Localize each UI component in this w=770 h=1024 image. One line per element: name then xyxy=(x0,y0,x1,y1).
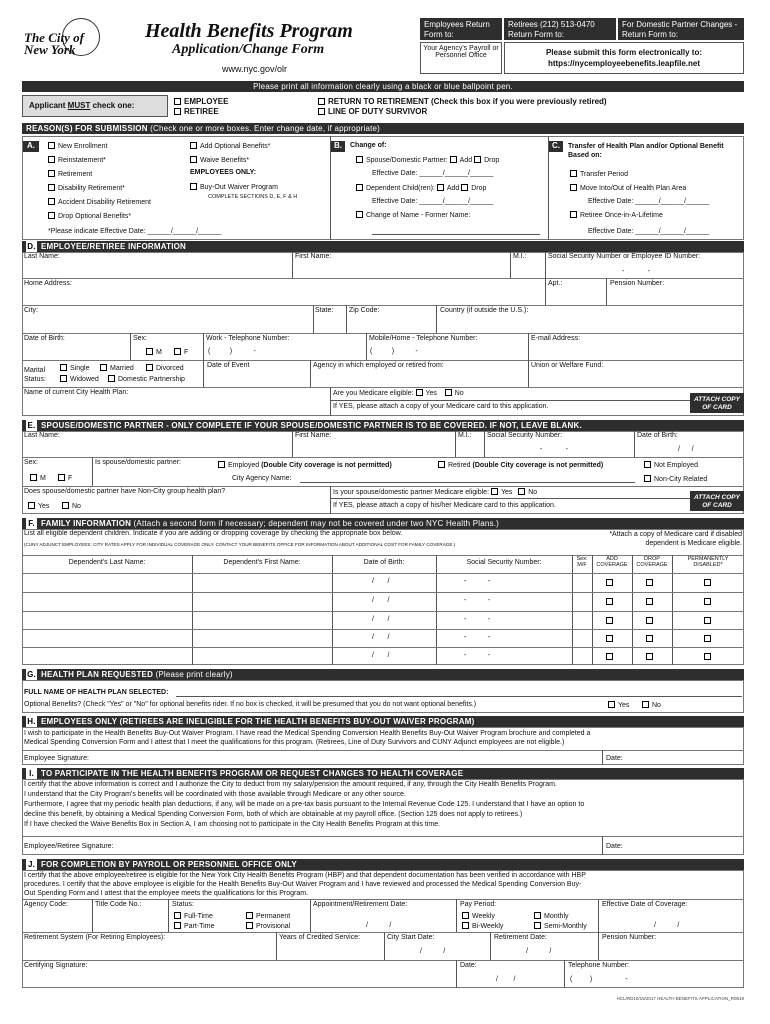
section-j-bar: J. FOR COMPLETION BY PAYROLL OR PERSONNEL OFFICE ONLY xyxy=(22,859,744,870)
partnership-checkbox[interactable] xyxy=(108,375,115,382)
agency-payroll-box: Your Agency's Payroll or Personnel Office xyxy=(420,42,502,74)
d-medicare-yes-checkbox[interactable] xyxy=(416,389,423,396)
j-ret-date[interactable]: Retirement Date: xyxy=(494,934,547,941)
e-dob[interactable]: Date of Birth: xyxy=(637,432,678,439)
j-pay-period: Pay Period: xyxy=(460,901,497,908)
reason-c-title: Transfer of Health Plan and/or Optional Benefit Based on: xyxy=(568,143,724,159)
j-cert-sig[interactable]: Certifying Signature: xyxy=(24,962,88,969)
i-signature[interactable]: Employee/Retiree Signature: xyxy=(24,843,114,850)
section-e-bar: E. SPOUSE/DOMESTIC PARTNER - ONLY COMPLETE IF YOUR SPOUSE/DOMESTIC PARTNER IS TO BE COVERED. IF NOT, LEAVE BLANK. xyxy=(22,420,744,431)
e-employed-checkbox[interactable] xyxy=(218,461,225,468)
d-partnership[interactable]: Domestic Partnership xyxy=(108,375,185,383)
once-checkbox[interactable] xyxy=(570,211,577,218)
move-checkbox[interactable] xyxy=(570,184,577,191)
j-title-code[interactable]: Title Code No.: xyxy=(95,901,142,908)
drop-coverage-checkbox[interactable] xyxy=(646,653,653,660)
reason-a-checkbox[interactable] xyxy=(48,184,55,191)
j-date[interactable]: Date: xyxy=(460,962,477,969)
i-text-line: If I have checked the Waive Benefits Box in Section A, I am choosing not to participate in the City Health Benefits Program at this time. xyxy=(24,821,441,828)
reason-a-checkbox[interactable] xyxy=(48,198,55,205)
dependent-ssn-field[interactable]: - - xyxy=(464,616,491,623)
j-weekly[interactable]: Weekly xyxy=(462,912,495,920)
widowed-checkbox[interactable] xyxy=(60,375,67,382)
disabled-checkbox[interactable] xyxy=(704,598,711,605)
h-text-1: I wish to participate in the Health Benefits Buy-Out Waiver Program. I have read the Medical Spending Conversion Health Benefits Buy-Out Waiver Program brochure and completed a xyxy=(24,730,591,737)
j-monthly[interactable]: Monthly xyxy=(534,912,569,920)
j-text-2: procedures. I certify that the above employee is eligible for the Health Benefits Buy-Out Waiver Program and I have reviewed and processed the Medical Spending Conversion Buy- xyxy=(24,881,582,888)
family-column-header: Dependent's Last Name: xyxy=(68,559,146,566)
return-retirement-checkbox[interactable] xyxy=(318,98,325,105)
d-mobile-phone[interactable]: Mobile/Home - Telephone Number: xyxy=(369,335,478,342)
e-sex-m-checkbox[interactable] xyxy=(30,474,37,481)
section-g-bar: G. HEALTH PLAN REQUESTED (Please print clearly) xyxy=(22,669,744,680)
d-medicare-note: If YES, please attach a copy of your Medicare card to this application. xyxy=(333,403,549,410)
e-last-name[interactable]: Last Name: xyxy=(24,432,60,439)
g-optional-no[interactable]: No xyxy=(642,701,661,709)
family-column-header: Social Security Number: xyxy=(466,559,542,566)
d-first-name[interactable]: First Name: xyxy=(295,253,332,260)
e-medicare: Is your spouse/domestic partner Medicare eligible: Yes No xyxy=(333,489,538,496)
sex-f-checkbox[interactable] xyxy=(174,348,181,355)
line-of-duty-checkbox[interactable] xyxy=(318,108,325,115)
d-apt[interactable]: Apt.: xyxy=(548,280,563,287)
dependent-change-checkbox[interactable] xyxy=(356,184,363,191)
dependent-ssn-field[interactable]: - - xyxy=(464,652,491,659)
d-ssn[interactable]: Social Security Number or Employee ID Number: xyxy=(548,253,701,260)
d-event-date[interactable]: Date of Event xyxy=(207,362,250,369)
add-coverage-checkbox[interactable] xyxy=(606,653,613,660)
d-single[interactable]: Single xyxy=(60,364,89,372)
d-widowed[interactable]: Widowed xyxy=(60,375,99,383)
dependent-ssn-field[interactable]: - - xyxy=(464,578,491,585)
reason-c-transfer[interactable]: Transfer Period xyxy=(570,170,628,178)
e-first-name[interactable]: First Name: xyxy=(295,432,332,439)
j-part-time-checkbox[interactable] xyxy=(174,922,181,929)
e-sex-m[interactable]: M xyxy=(30,474,46,482)
disabled-checkbox[interactable] xyxy=(704,635,711,642)
e-medicare-note: If YES, please attach a copy of his/her Medicare card to this application. xyxy=(333,502,556,509)
f-intro-1: List all eligible dependent children. Indicate if you are adding or dropping coverage by checking the appropriate box below. xyxy=(24,530,403,537)
j-full-time-checkbox[interactable] xyxy=(174,912,181,919)
d-divorced[interactable]: Divorced xyxy=(146,364,184,372)
j-provisional[interactable]: Provisional xyxy=(246,922,290,930)
j-part-time[interactable]: Part-Time xyxy=(174,922,214,930)
dependent-drop-checkbox[interactable] xyxy=(461,184,468,191)
dependent-dob-field[interactable]: / / xyxy=(372,652,390,659)
e-sex-f[interactable]: F xyxy=(58,474,72,482)
reason-c-letter: C. xyxy=(549,141,563,152)
disabled-checkbox[interactable] xyxy=(704,653,711,660)
submit-box xyxy=(504,42,744,74)
return-header-partner: For Domestic Partner Changes - Return Form to: xyxy=(618,18,744,40)
e-ssn-dashes: - - xyxy=(540,446,568,453)
h-text-2: Medical Spending Conversion Form and I attest that I meet the qualifications for this program. (Retirees, Line of Duty Survivors and CUNY Adjunct employees are not eligible.) xyxy=(24,739,565,746)
e-noncity-yes-checkbox[interactable] xyxy=(28,502,35,509)
family-column-header: ADD COVERAGE xyxy=(596,556,628,568)
applicant-label: Applicant MUST check one: xyxy=(22,95,168,117)
j-years-service[interactable]: Years of Credited Service: xyxy=(279,934,361,941)
j-appt-date[interactable]: Appointment/Retirement Date: xyxy=(313,901,408,908)
reason-b-title: Change of: xyxy=(350,142,387,149)
j-appt-slashes: / / xyxy=(366,922,392,929)
waive-checkbox[interactable] xyxy=(190,156,197,163)
page-subtitle: Application/Change Form xyxy=(172,42,325,57)
e-sex: Sex: xyxy=(24,459,39,466)
single-checkbox[interactable] xyxy=(60,364,67,371)
drop-coverage-checkbox[interactable] xyxy=(646,617,653,624)
complete-sections-note: COMPLETE SECTIONS D, E, F & H xyxy=(208,194,298,200)
e-noncity-plan: Does spouse/domestic partner have Non-City group health plan? xyxy=(24,488,226,495)
reason-c-move[interactable]: Move Into/Out of Health Plan Area xyxy=(570,184,686,192)
e-ssn[interactable]: Social Security Number: xyxy=(487,432,563,439)
reason-a-letter: A. xyxy=(23,141,39,152)
j-tel-mask: ( ) - xyxy=(570,976,628,983)
reasons-bar: REASON(S) FOR SUBMISSION (Check one or more boxes. Enter change date, if appropriate) xyxy=(22,123,744,134)
d-last-name[interactable]: Last Name: xyxy=(24,253,60,260)
reason-b-effective-1[interactable]: Effective Date: ______/______/______ xyxy=(372,170,494,177)
e-medicare-yes-checkbox[interactable] xyxy=(491,488,498,495)
j-status: Status: xyxy=(172,901,194,908)
i-text-line: I understand that the City Program's benefits will be coordinated with those available through Medicare or any other source. xyxy=(24,791,406,798)
family-column-header: Date of Birth: xyxy=(363,559,405,566)
drop-coverage-checkbox[interactable] xyxy=(646,579,653,586)
j-telephone[interactable]: Telephone Number: xyxy=(568,962,630,969)
dependent-dob-field[interactable]: / / xyxy=(372,616,390,623)
d-work-phone[interactable]: Work - Telephone Number: xyxy=(206,335,290,342)
j-biweekly[interactable]: Bi-Weekly xyxy=(462,922,503,930)
section-f-bar: F. FAMILY INFORMATION (Attach a second form if necessary; dependent may not be covered under two NYC Health Plans.) xyxy=(22,518,744,529)
d-married[interactable]: Married xyxy=(100,364,134,372)
family-column-header: DROP COVERAGE xyxy=(636,556,668,568)
e-non-city[interactable]: Non-City Related xyxy=(644,475,707,483)
d-marital-label: Marital Status: xyxy=(24,367,46,383)
effective-date-note: *Please indicate Effective Date: ______/______/______ xyxy=(48,228,222,235)
reason-b-name[interactable]: Change of Name - Former Name: xyxy=(356,211,470,219)
section-h-bar: H. EMPLOYEES ONLY (RETIREES ARE INELIGIBLE FOR THE HEALTH BENEFITS BUY-OUT WAIVER PROGRAM) xyxy=(22,716,744,727)
j-monthly-checkbox[interactable] xyxy=(534,912,541,919)
reason-c-effective-2[interactable]: Effective Date: ______/______/______ xyxy=(588,228,710,235)
d-mobile-phone-mask: ( ) - xyxy=(370,348,418,355)
section-d-bar: D. EMPLOYEE/RETIREE INFORMATION xyxy=(22,241,744,252)
reason-a-checkbox[interactable] xyxy=(48,212,55,219)
d-sex-f[interactable]: F xyxy=(174,348,188,356)
program-url: www.nyc.gov/olr xyxy=(222,64,288,74)
j-ret-slashes: / / xyxy=(526,948,552,955)
g-yes-checkbox[interactable] xyxy=(608,701,615,708)
form-footer: HCL/RD10/19/2017 HEALTH BENEFITS APPLICATION_R0818 xyxy=(616,996,744,1001)
d-medicare: Are you Medicare eligible: Yes No xyxy=(333,390,464,397)
d-home-address[interactable]: Home Address: xyxy=(24,280,72,287)
e-not-employed-checkbox[interactable] xyxy=(644,461,651,468)
reason-c-effective-1[interactable]: Effective Date: ______/______/______ xyxy=(588,198,710,205)
return-header-employees: Employees Return Form to: xyxy=(420,18,502,40)
j-city-start-slashes: / / xyxy=(420,948,446,955)
employee-checkbox[interactable] xyxy=(174,98,181,105)
e-city-agency[interactable]: City Agency Name: xyxy=(232,475,292,482)
d-city[interactable]: City: xyxy=(24,307,38,314)
dependent-dob-field[interactable]: / / xyxy=(372,578,390,585)
e-noncity-yes[interactable]: Yes xyxy=(28,502,49,510)
e-retired-checkbox[interactable] xyxy=(438,461,445,468)
reason-a-item[interactable]: Accident Disability Retirement xyxy=(48,198,151,206)
i-text-line: decline this benefit, by obtaining a Medical Spending Conversion Form, both of which are obtainable at my payroll office. (Section 125 does not apply to retirees.) xyxy=(24,811,523,818)
h-date[interactable]: Date: xyxy=(606,755,623,762)
j-weekly-checkbox[interactable] xyxy=(462,912,469,919)
dependent-ssn-field[interactable]: - - xyxy=(464,634,491,641)
g-optional: Optional Benefits? (Check "Yes" or "No" for optional benefits rider. If no box is checked, it will be presumed that you do not want optional benefits.) xyxy=(24,701,477,708)
d-sex-m[interactable]: M xyxy=(146,348,162,356)
add-coverage-checkbox[interactable] xyxy=(606,617,613,624)
dependent-dob-field[interactable]: / / xyxy=(372,597,390,604)
d-work-phone-mask: ( ) - xyxy=(208,348,256,355)
j-text-3: Out Spending Form and I attest that the employee meets the qualifications for this Program. xyxy=(24,890,309,897)
print-notice: Please print all information clearly using a black or blue ballpoint pen. xyxy=(22,81,744,92)
d-ssn-dashes: - - xyxy=(622,268,650,275)
j-permanent-checkbox[interactable] xyxy=(246,912,253,919)
spouse-add-checkbox[interactable] xyxy=(450,156,457,163)
divorced-checkbox[interactable] xyxy=(146,364,153,371)
d-union[interactable]: Union or Welfare Fund: xyxy=(531,362,604,369)
drop-coverage-checkbox[interactable] xyxy=(646,598,653,605)
reason-a-item[interactable]: Disability Retirement* xyxy=(48,184,125,192)
disabled-checkbox[interactable] xyxy=(704,579,711,586)
reason-a-checkbox[interactable] xyxy=(48,142,55,149)
reason-a-item[interactable]: Reinstatement* xyxy=(48,156,106,164)
h-signature[interactable]: Employee Signature: xyxy=(24,755,89,762)
add-coverage-checkbox[interactable] xyxy=(606,598,613,605)
i-text-line: I certify that the above information is correct and I authorize the City to deduct from my salary/pension the amount required, if any, through the City Health Benefits Program. xyxy=(24,781,557,788)
d-sex: Sex: xyxy=(133,335,148,342)
f-intro-2: (CUNY ADJUNCT EMPLOYEES: CITY RATES APPLY FOR INDIVIDUAL COVERAGE ONLY. CONTACT YOUR BENEFITS OFFICE FOR INFORMATION ABOUT ADDITIONAL COST FOR FAMILY COVERAGE.) xyxy=(24,542,456,547)
j-permanent[interactable]: Permanent xyxy=(246,912,290,920)
drop-coverage-checkbox[interactable] xyxy=(646,635,653,642)
j-eff-slashes: / / xyxy=(654,922,680,929)
dependent-add-checkbox[interactable] xyxy=(437,184,444,191)
reason-a-checkbox[interactable] xyxy=(48,156,55,163)
j-full-time[interactable]: Full-Time xyxy=(174,912,213,920)
family-column-header: Dependent's First Name: xyxy=(223,559,301,566)
disabled-checkbox[interactable] xyxy=(704,617,711,624)
d-current-plan[interactable]: Name of current City Health Plan: xyxy=(24,389,129,396)
j-semimonthly-checkbox[interactable] xyxy=(534,922,541,929)
j-ret-system[interactable]: Retirement System (For Retiring Employees): xyxy=(24,934,166,941)
spouse-change-checkbox[interactable] xyxy=(356,156,363,163)
reason-a-checkbox[interactable] xyxy=(48,170,55,177)
g-no-checkbox[interactable] xyxy=(642,701,649,708)
e-dob-slashes: / / xyxy=(678,446,694,453)
d-zip[interactable]: Zip Code: xyxy=(349,307,380,314)
buyout-checkbox[interactable] xyxy=(190,183,197,190)
sex-m-checkbox[interactable] xyxy=(146,348,153,355)
dependent-dob-field[interactable]: / / xyxy=(372,634,390,641)
transfer-checkbox[interactable] xyxy=(570,170,577,177)
submit-text: Please submit this form electronically to: xyxy=(545,48,703,57)
d-country[interactable]: Country (if outside the U.S.): xyxy=(440,307,529,314)
d-pension[interactable]: Pension Number: xyxy=(610,280,665,287)
i-date[interactable]: Date: xyxy=(606,843,623,850)
reason-b-dependent[interactable]: Dependent Child(ren): Add Drop xyxy=(356,184,486,192)
page-title: Health Benefits Program xyxy=(145,20,353,42)
j-text-1: I certify that the above employee/retiree is eligible for the New York City Health Benefits Program (HBP) and that dependent documentation has been verified in accordance with HBP xyxy=(24,872,586,879)
reason-a-item[interactable]: Drop Optional Benefits* xyxy=(48,212,131,220)
d-mi[interactable]: M.I.: xyxy=(513,253,527,260)
j-pension[interactable]: Pension Number: xyxy=(602,934,657,941)
f-attach-note: *Attach a copy of Medicare card if disabled dependent is Medicare eligible. xyxy=(609,531,742,547)
reason-b-effective-2[interactable]: Effective Date: ______/______/______ xyxy=(372,198,494,205)
applicant-employee[interactable]: EMPLOYEE xyxy=(174,97,228,106)
family-column-header: PERMANENTLY DISABLED* xyxy=(687,556,729,568)
d-medicare-no-checkbox[interactable] xyxy=(445,389,452,396)
add-coverage-checkbox[interactable] xyxy=(606,635,613,642)
spouse-drop-checkbox[interactable] xyxy=(474,156,481,163)
j-eff-coverage[interactable]: Effective Date of Coverage: xyxy=(602,901,688,908)
e-mi[interactable]: M.I.: xyxy=(458,432,472,439)
reason-a-buyout[interactable]: Buy-Out Waiver Program xyxy=(190,183,278,191)
family-column-header: Sex: M/F xyxy=(576,556,588,568)
e-medicare-no-checkbox[interactable] xyxy=(518,488,525,495)
e-noncity-no-checkbox[interactable] xyxy=(62,502,69,509)
section-i-bar: I. TO PARTICIPATE IN THE HEALTH BENEFITS PROGRAM OR REQUEST CHANGES TO HEALTH COVERAGE xyxy=(22,768,744,779)
add-optional-checkbox[interactable] xyxy=(190,142,197,149)
reason-b-spouse[interactable]: Spouse/Domestic Partner: Add Drop xyxy=(356,156,499,164)
e-attach-card: ATTACH COPY OF CARD xyxy=(690,491,744,511)
e-employed[interactable]: Employed (Double City coverage is not permitted) xyxy=(218,461,392,469)
e-is-employee: Is spouse/domestic partner: xyxy=(95,459,181,466)
e-not-employed[interactable]: Not Employed xyxy=(644,461,698,469)
j-semimonthly[interactable]: Semi-Monthly xyxy=(534,922,587,930)
d-dob[interactable]: Date of Birth: xyxy=(24,335,65,342)
d-email[interactable]: E-mail Address: xyxy=(531,335,581,342)
applicant-retiree[interactable]: RETIREE xyxy=(174,107,219,116)
reason-c-once[interactable]: Retiree Once-in-A-Lifetime xyxy=(570,211,663,219)
d-state[interactable]: State: xyxy=(315,307,334,314)
g-full-name[interactable]: FULL NAME OF HEALTH PLAN SELECTED: xyxy=(24,689,169,696)
reason-a-item[interactable]: Retirement xyxy=(48,170,92,178)
e-noncity-no[interactable]: No xyxy=(62,502,81,510)
retiree-checkbox[interactable] xyxy=(174,108,181,115)
logo-text: The City of New York xyxy=(24,30,84,57)
j-city-start[interactable]: City Start Date: xyxy=(387,934,435,941)
j-date-slashes: / / xyxy=(496,976,516,983)
reason-a-add-optional[interactable]: Add Optional Benefits* xyxy=(190,142,270,150)
employees-only-label: EMPLOYEES ONLY: xyxy=(190,169,257,176)
j-biweekly-checkbox[interactable] xyxy=(462,922,469,929)
applicant-return-retirement[interactable]: RETURN TO RETIREMENT (Check this box if you were previously retired) xyxy=(318,97,607,106)
j-agency-code[interactable]: Agency Code: xyxy=(24,901,68,908)
applicant-line-of-duty[interactable]: LINE OF DUTY SURVIVOR xyxy=(318,107,427,116)
reason-a-item[interactable]: New Enrollment xyxy=(48,142,107,150)
j-provisional-checkbox[interactable] xyxy=(246,922,253,929)
city-logo xyxy=(22,18,107,78)
married-checkbox[interactable] xyxy=(100,364,107,371)
e-sex-f-checkbox[interactable] xyxy=(58,474,65,481)
reason-b-letter: B. xyxy=(331,141,345,152)
d-agency[interactable]: Agency in which employed or retired from: xyxy=(313,362,444,369)
reason-a-waive[interactable]: Waive Benefits* xyxy=(190,156,249,164)
add-coverage-checkbox[interactable] xyxy=(606,579,613,586)
name-change-checkbox[interactable] xyxy=(356,211,363,218)
dependent-ssn-field[interactable]: - - xyxy=(464,597,491,604)
e-non-city-checkbox[interactable] xyxy=(644,475,651,482)
submit-url[interactable]: https://nycemployeebenefits.leapfile.net xyxy=(547,59,701,68)
return-header-retirees: Retirees (212) 513-0470 Return Form to: xyxy=(504,18,616,40)
d-attach-card: ATTACH COPY OF CARD xyxy=(690,393,744,413)
e-retired[interactable]: Retired (Double City coverage is not permitted) xyxy=(438,461,603,469)
g-optional-yes[interactable]: Yes xyxy=(608,701,629,709)
i-text-line: Furthermore, I agree that my periodic health plan deductions, if any, will be made on a pre-tax basis pursuant to the Internal Revenue Code 125. I understand that I have an option to xyxy=(24,801,585,808)
